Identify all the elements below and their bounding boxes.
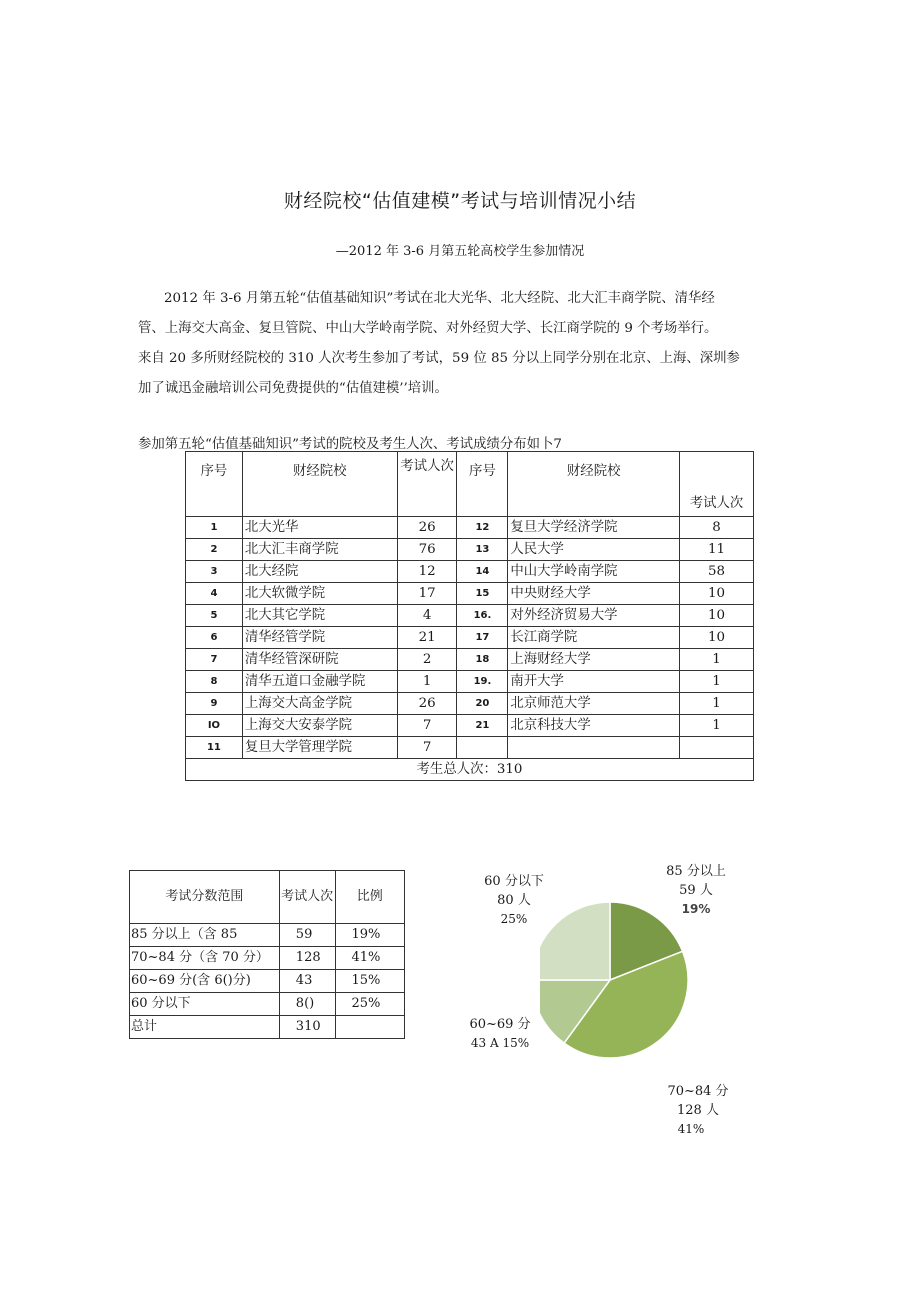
table-row [130,970,405,993]
slice-label: 85 分以上 [666,864,726,879]
row-number: 11 [186,737,243,759]
table-row [186,605,754,627]
pie-label-70-84 [660,1082,736,1139]
header-count: 考试人次 [279,871,335,924]
slice-pct: 19% [681,902,711,916]
exam-count: 58 [680,561,754,583]
table-row [130,1016,405,1039]
row-number: 16. [457,605,508,627]
paragraph-line: 2012 年 3-6 月第五轮“估值基础知识”考试在北大光华、北大经院、北大汇丰商学院、清华经 [164,291,715,306]
header-no: 序号 [457,452,508,517]
school-name: 北大其它学院 [242,605,397,627]
school-name: 中央财经大学 [508,583,680,605]
row-number: 19. [457,671,508,693]
pie-label-below-60 [476,872,552,929]
school-name: 上海交大高金学院 [242,693,397,715]
row-number: 13 [457,539,508,561]
exam-count: 59 [279,924,335,947]
school-name: 人民大学 [508,539,680,561]
intro-paragraph [138,284,814,404]
ratio [335,1016,405,1039]
score-pie-chart [540,900,720,1080]
school-name: 复旦大学管理学院 [242,737,397,759]
page-title: 财经院校“估值建模”考试与培训情况小结 [283,190,637,212]
exam-count: 128 [279,947,335,970]
exam-count: 1 [680,649,754,671]
exam-count: 1 [680,715,754,737]
school-name: 北京师范大学 [508,693,680,715]
score-range: 60 分以下 [130,993,280,1016]
exam-count: 26 [397,517,457,539]
exam-count: 21 [397,627,457,649]
slice-pct: 25% [500,912,528,926]
school-name: 清华五道口金融学院 [242,671,397,693]
exam-count: 7 [397,737,457,759]
row-number: 12 [457,517,508,539]
row-number: 18 [457,649,508,671]
score-table-header [130,871,405,924]
school-name: 北京科技大学 [508,715,680,737]
row-number: 1 [186,517,243,539]
exam-count: 10 [680,627,754,649]
table-row [186,715,754,737]
table-row [186,561,754,583]
table-row [186,517,754,539]
slice-count: 59 人 [679,883,713,898]
header-count: 考试人次 [397,452,457,517]
paragraph-line: 来自 20 多所财经院校的 310 人次考生参加了考试，59 位 85 分以上同学分别在北京、上海、深圳参 [138,351,740,366]
row-number: 6 [186,627,243,649]
exam-count: 11 [680,539,754,561]
slice-count: 43 A 15% [470,1036,530,1050]
slice-label: 60 分以下 [484,874,544,889]
header-ratio: 比例 [335,871,405,924]
school-name: 北大经院 [242,561,397,583]
row-number: 9 [186,693,243,715]
header-range: 考试分数范围 [130,871,280,924]
school-name: 北大光华 [242,517,397,539]
exam-count [680,737,754,759]
exam-count: 310 [279,1016,335,1039]
exam-count: 8 [680,517,754,539]
score-range: 60~69 分(含 6()分) [130,970,280,993]
score-range: 70~84 分（含 70 分） [130,947,280,970]
ratio: 41% [335,947,405,970]
ratio: 19% [335,924,405,947]
row-number [457,737,508,759]
school-name: 清华经管学院 [242,627,397,649]
school-name: 长江商学院 [508,627,680,649]
exam-count: 8() [279,993,335,1016]
slice-label: 60~69 分 [469,1017,531,1032]
score-table [129,870,405,1039]
school-name: 清华经管深研院 [242,649,397,671]
exam-count: 7 [397,715,457,737]
school-name [508,737,680,759]
school-name: 南开大学 [508,671,680,693]
row-number: 15 [457,583,508,605]
row-number: 3 [186,561,243,583]
ratio: 25% [335,993,405,1016]
table-row [130,993,405,1016]
table-row [186,539,754,561]
table-row [186,649,754,671]
school-name: 北大软微学院 [242,583,397,605]
exam-count: 10 [680,605,754,627]
row-number: 20 [457,693,508,715]
score-range: 85 分以上（含 85 [130,924,280,947]
header-no: 序号 [186,452,243,517]
row-number: 5 [186,605,243,627]
slice-count: 128 人 [677,1103,719,1118]
ratio: 15% [335,970,405,993]
page-subtitle: —2012 年 3-6 月第五轮高校学生参加情况 [335,244,585,259]
school-name: 对外经济贸易大学 [508,605,680,627]
exam-count: 10 [680,583,754,605]
exam-count: 2 [397,649,457,671]
header-count: 考试人次 [680,452,754,517]
table-row [186,737,754,759]
school-name: 中山大学岭南学院 [508,561,680,583]
table-row [186,583,754,605]
total-count: 考生总人次：310 [186,759,754,781]
exam-count: 26 [397,693,457,715]
score-range: 总计 [130,1016,280,1039]
schools-table [185,451,754,781]
table-caption: 参加第五轮“估值基础知识”考试的院校及考生人次、考试成绩分布如卜7 [138,437,562,452]
paragraph-line: 加了诚迅金融培训公司免费提供的“估值建模’’培训。 [138,381,448,396]
school-name: 上海交大安泰学院 [242,715,397,737]
slice-pct: 41% [677,1122,705,1136]
schools-table-total-row [186,759,754,781]
table-row [186,693,754,715]
exam-count: 1 [397,671,457,693]
pie-label-60-69 [462,1015,538,1053]
exam-count: 12 [397,561,457,583]
pie-label-85-plus [656,862,736,919]
school-name: 上海财经大学 [508,649,680,671]
table-row [130,947,405,970]
row-number: 21 [457,715,508,737]
row-number: 8 [186,671,243,693]
exam-count: 1 [680,671,754,693]
schools-table-header [186,452,754,517]
exam-count: 76 [397,539,457,561]
row-number: IO [186,715,243,737]
school-name: 北大汇丰商学院 [242,539,397,561]
table-row [186,627,754,649]
paragraph-line: 管、上海交大高金、复旦管院、中山大学岭南学院、对外经贸大学、长江商学院的 9 个考场举行。 [138,321,718,336]
header-school: 财经院校 [242,452,397,517]
table-row [186,671,754,693]
exam-count: 1 [680,693,754,715]
exam-count: 4 [397,605,457,627]
table-row [130,924,405,947]
row-number: 7 [186,649,243,671]
school-name: 复旦大学经济学院 [508,517,680,539]
row-number: 14 [457,561,508,583]
exam-count: 43 [279,970,335,993]
row-number: 2 [186,539,243,561]
row-number: 17 [457,627,508,649]
slice-label: 70~84 分 [667,1084,729,1099]
slice-count: 80 人 [497,893,531,908]
exam-count: 17 [397,583,457,605]
header-school: 财经院校 [508,452,680,517]
row-number: 4 [186,583,243,605]
